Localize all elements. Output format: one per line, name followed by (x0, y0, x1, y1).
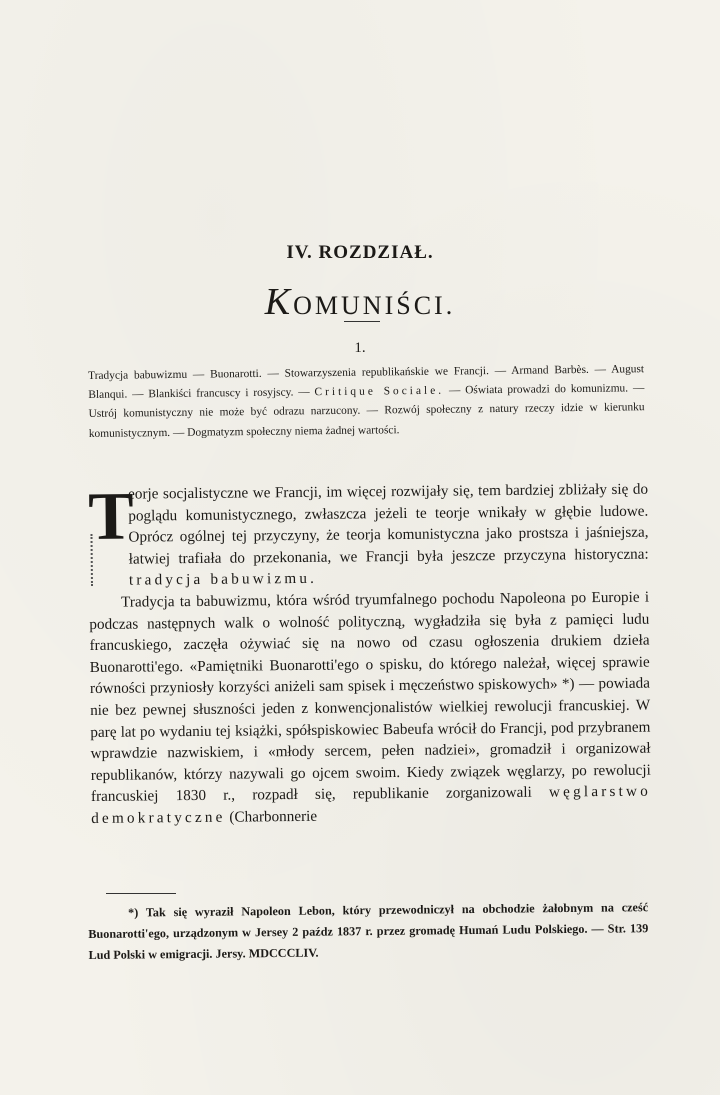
chapter-name-initial: K (264, 281, 294, 323)
paragraph-1-text: eorje socjalistyczne we Francji, im więcej rozwijały się, tem bardziej zbliżały się do poglądu komunistycznego, zwłaszcza jeżeli te teorje wnikały w głębie ludowe. Oprócz ogólnej tej przyczyny, że teorja komunistyczna jako prostsza i jaśniejsza, łatwiej trafiała do przekonania, we Francji była jeszcze przyczyna historyczna: (128, 480, 649, 568)
chapter-name-rest: OMUNIŚCI. (293, 291, 456, 320)
chapter-summary (88, 360, 645, 444)
chapter-name (0, 280, 720, 324)
paragraph-1 (88, 479, 649, 592)
dropcap-letter: T (87, 477, 135, 554)
footnote-divider (106, 893, 176, 894)
title-divider (344, 321, 380, 322)
footnote-text: *) Tak się wyraził Napoleon Lebon, który przewodniczył na obchodzie żałobnym na cześć Buonarotti'ego, urządzonym w Jersey 2 paźdz 1837 r. przez gromadę Humań Ludu Polskiego. — Str. 139 Lud Polski w emigracji. Jersy. MDCCCLIV. (88, 900, 649, 962)
paragraph-2 (89, 587, 651, 830)
footnote (88, 897, 649, 966)
summary-text-1: Tradycja babuwizmu — Buonarotti. — Stowarzyszenia republikańskie we Francji. — Armand Barbès. — August Blanqui. — Blankiści francuscy i rosyjscy. — (88, 363, 645, 402)
paragraph-1-spaced: tradycja babuwizmu. (128, 570, 318, 589)
section-number: 1. (354, 340, 366, 356)
paragraph-2-spaced: węglarstwo demokratyczne (91, 782, 652, 827)
dropcap-ornament-icon (90, 534, 112, 586)
paragraph-2-text: Tradycja ta babuwizmu, która wśród tryumfalnego pochodu Napoleona po Europie i podczas następnych walk o wolność polityczną, wygładziła się była z pamięci ludu francuskiego, zaczęła ożywiać się na nowo od czasu ogłoszenia drukiem dzieła Buonarotti'ego. «Pamiętniki Buonarotti'ego o spisku, do którego należał, więcej sprawie równości przyniosły korzyści aniżeli sam spisek i męczeństwo spiskowych» *) — powiada nie bez pewnej słuszności jeden z konwencjonalistów wielkiej rewolucji francuskiej. W parę lat po wydaniu tej książki, spółspiskowiec Babeufa wrócił do Francji, pod przybranem wprawdzie nazwiskiem, i «młody sercem, pełen nadziei», gromadził i organizował republikanów, którzy nazywali go ojcem swoim. Kiedy związek węglarzy, po rewolucji francuskiej 1830 r., rozpadł się, republikanie zorganizowali (89, 588, 651, 806)
body-text (88, 479, 651, 830)
paragraph-2-end: (Charbonnerie (225, 807, 318, 826)
chapter-title: IV. ROZDZIAŁ. (286, 242, 434, 263)
dropcap (87, 477, 135, 589)
summary-text-2: — Oświata prowadzi do komunizmu. — Ustrój komunistyczny nie może być odrazu narzucony. — Rozwój społeczny z natury rzeczy idzie w kierunku komunistycznym. — Dogmatyzm społeczny niema żadnej wartości. (88, 382, 645, 440)
summary-spaced-title: Critique Sociale. (314, 384, 445, 399)
